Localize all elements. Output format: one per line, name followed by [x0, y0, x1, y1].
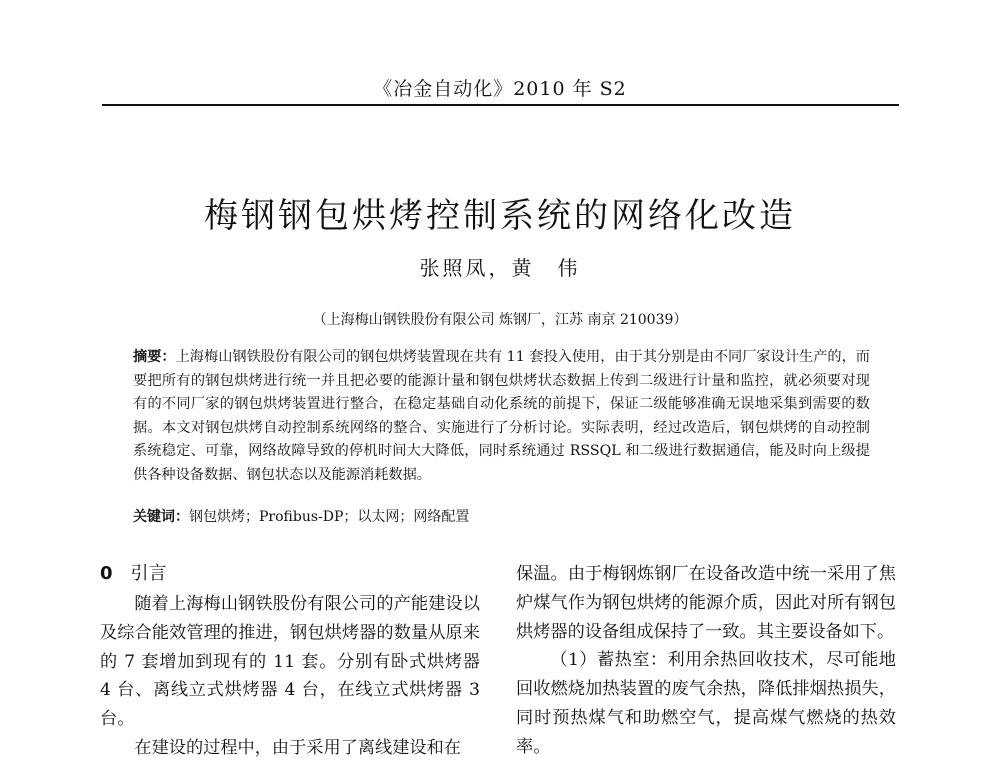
header-rule: [102, 104, 899, 106]
abstract-label: 摘要：: [133, 349, 176, 365]
abstract: [133, 346, 870, 487]
paper-title: 梅钢钢包烘烤控制系统的网络化改造: [204, 196, 796, 236]
body-column-right: [516, 560, 896, 762]
paragraph: （1）蓄热室：利用余热回收技术，尽可能地回收燃烧加热装置的废气余热，降低排烟热损失，同时预热煤气和助燃空气，提高煤气燃烧的热效率。: [516, 650, 896, 757]
section-heading: [100, 560, 480, 588]
keywords-text: 钢包烘烤；Profibus-DP；以太网；网络配置: [189, 509, 470, 525]
paper-authors: 张照凤，黄 伟: [419, 256, 581, 280]
paper-affiliation: （上海梅山钢铁股份有限公司 炼钢厂，江苏 南京 210039）: [312, 312, 688, 328]
abstract-text: 上海梅山钢铁股份有限公司的钢包烘烤装置现在共有 11 套投入使用，由于其分别是由不同厂家设计生产的，而要把所有的钢包烘烤进行统一并且把必要的能源计量和钢包烘烤状态数据上传到二级进行计量和监控，就必须要对现有的不同厂家的钢包烘烤装置进行整合，在稳定基础自动化系统的前提下，保证二级能够准确无误地采集到需要的数据。本文对钢包烘烤自动控制系统网络的整合、实施进行了分析讨论。实际表明，经过改造后，钢包烘烤的自动控制系统稳定、可靠，网络故障导致的停机时间大大降低，同时系统通过 RSSQL 和二级进行数据通信，能及时向上级提供各种设备数据、钢包状态以及能源消耗数据。: [133, 349, 870, 483]
paragraph: 随着上海梅山钢铁股份有限公司的产能建设以及综合能效管理的推进，钢包烘烤器的数量从原来的 7 套增加到现有的 11 套。分别有卧式烘烤器 4 台、离线立式烘烤器 4 台，在线立式烘烤器 3 台。: [100, 594, 480, 730]
paragraph: 保温。由于梅钢炼钢厂在设备改造中统一采用了焦炉煤气作为钢包烘烤的能源介质，因此对所有钢包烘烤器的设备组成保持了一致。其主要设备如下。: [516, 564, 896, 642]
keywords: [133, 506, 870, 528]
running-header: 《冶金自动化》2010 年 S2: [373, 78, 627, 100]
body-column-left: [100, 560, 480, 763]
paragraph: 在建设的过程中，由于采用了离线建设和在: [134, 737, 461, 758]
section-number: 0: [100, 563, 113, 584]
keywords-label: 关键词：: [133, 509, 189, 525]
section-title: 引言: [130, 563, 167, 584]
